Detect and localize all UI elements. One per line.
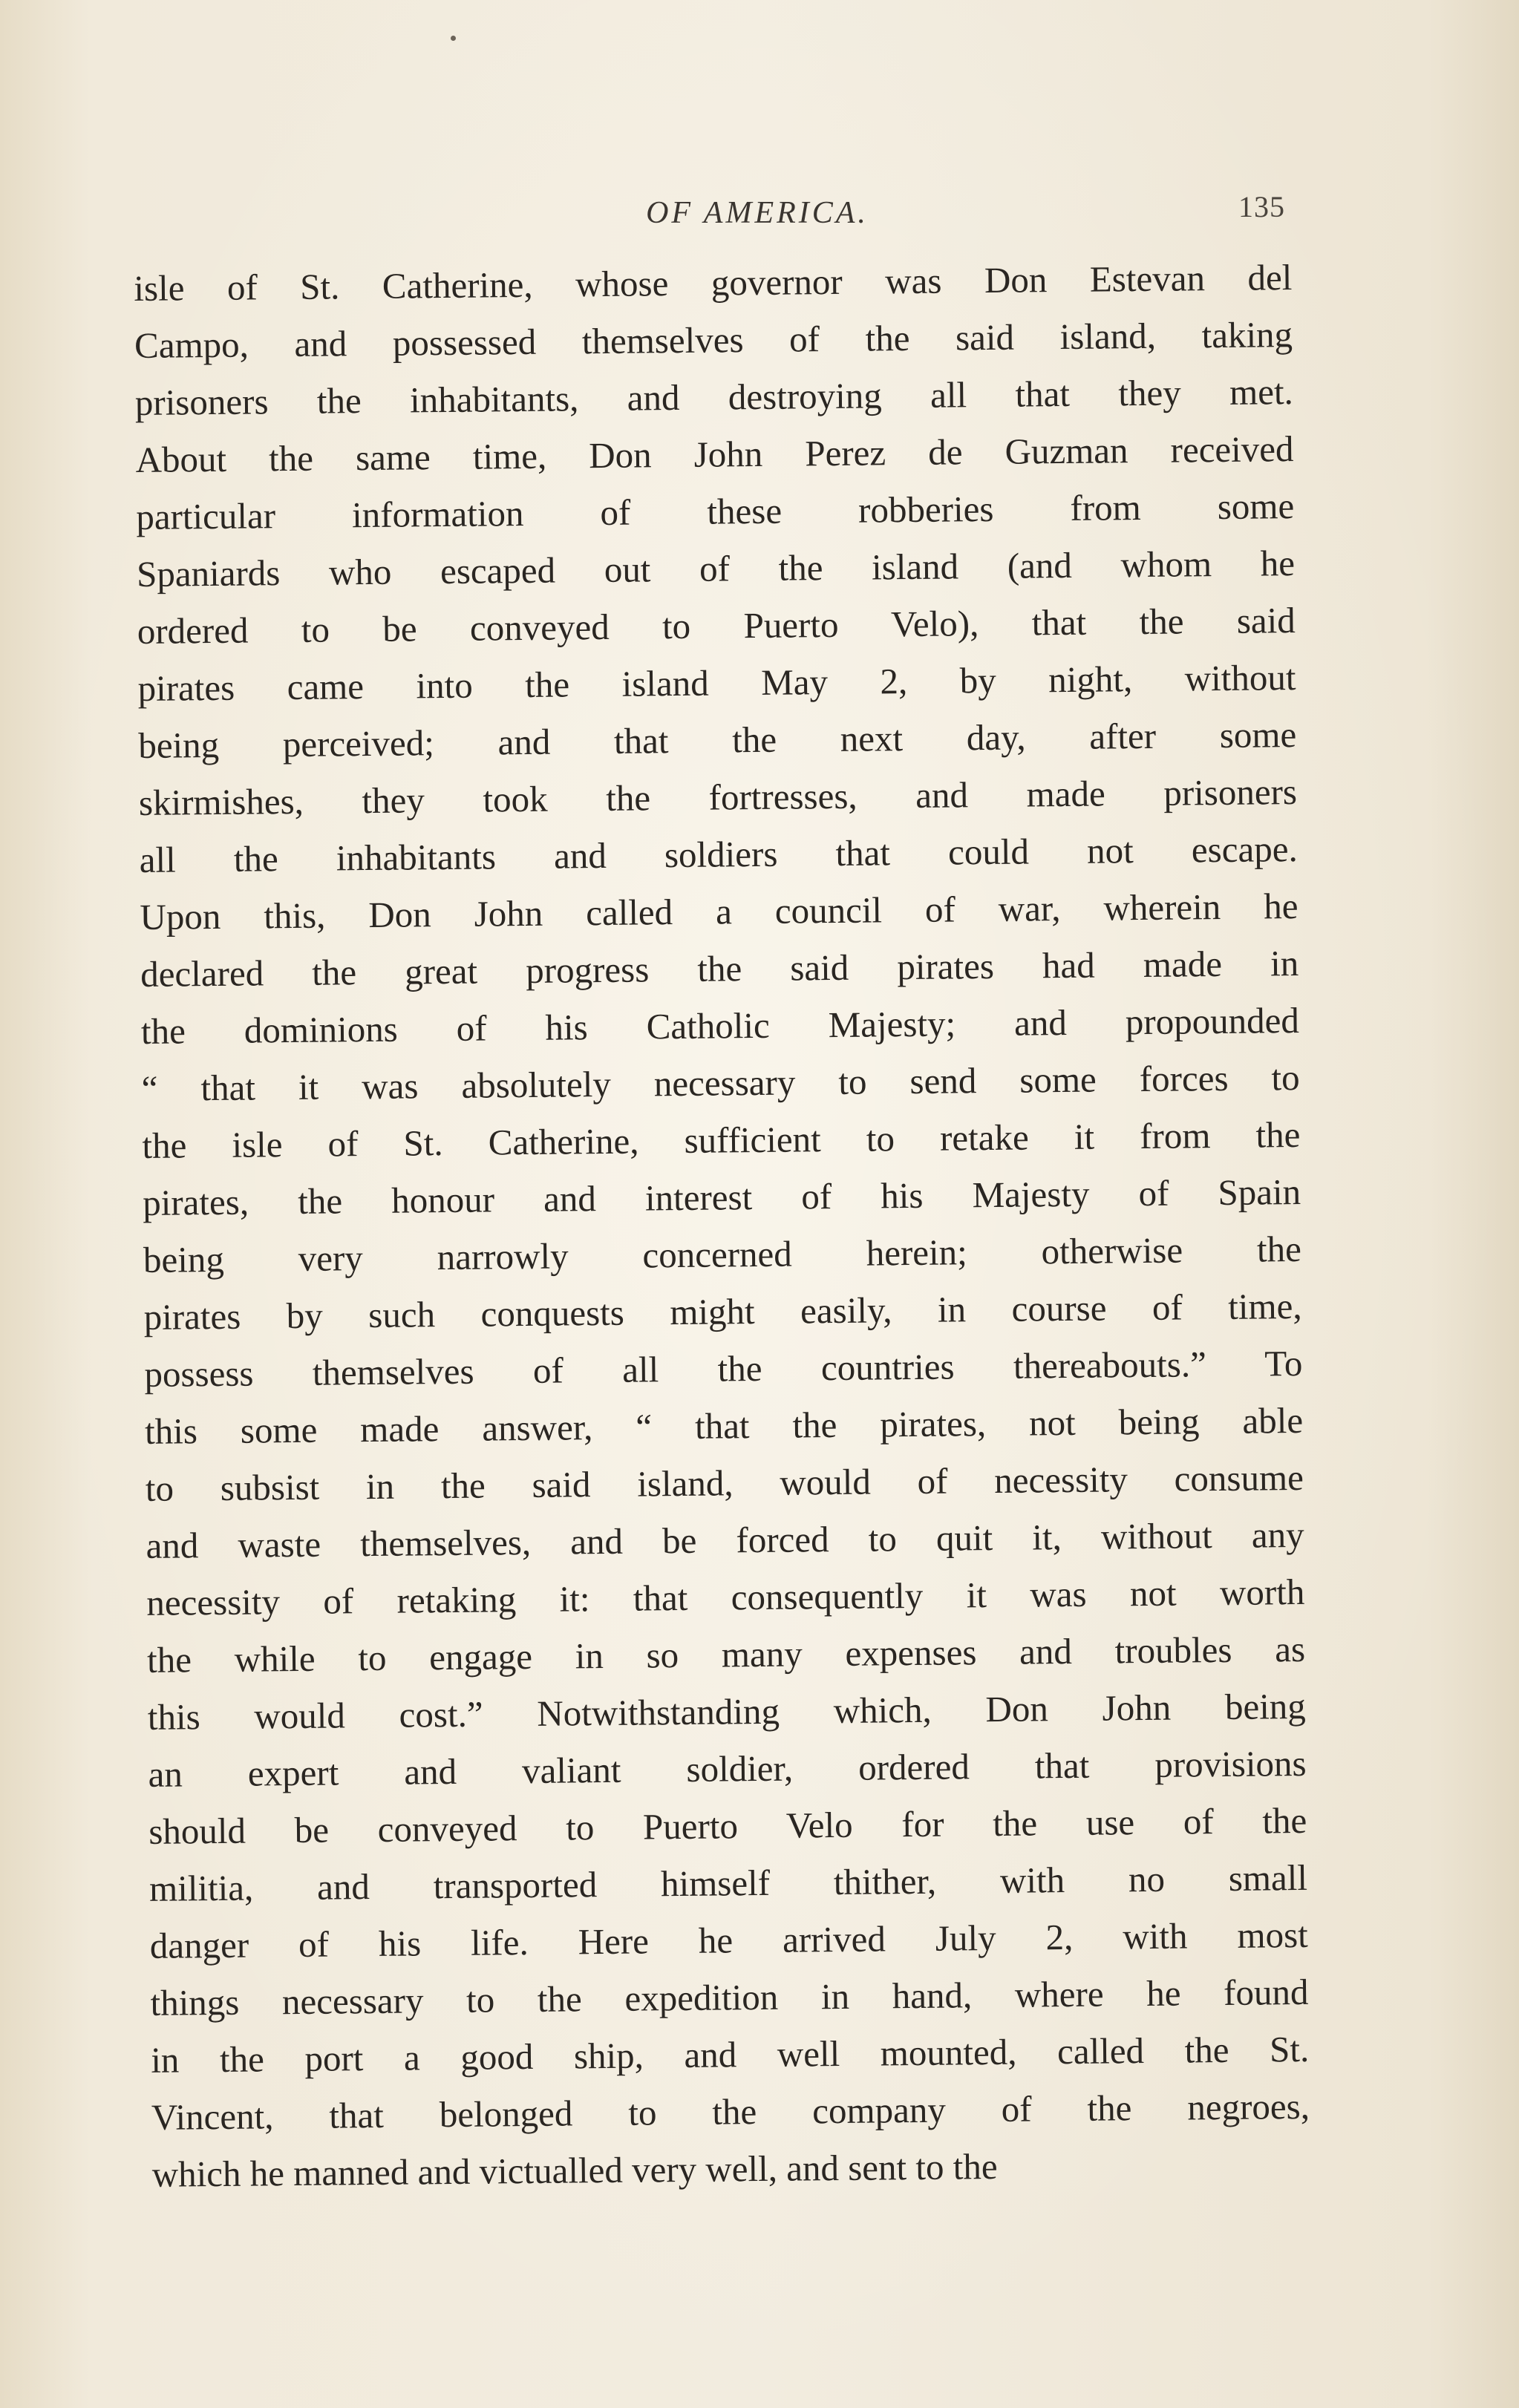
text-line: prisoners the inhabitants, and destroying all that they met. [134, 371, 1294, 423]
text-line: this some made answer, “ that the pirates, not being able [144, 1399, 1304, 1452]
text-line: possess themselves of all the countries thereabouts.” To [144, 1342, 1303, 1395]
text-line: the isle of St. Catherine, sufficient to retake it from the [142, 1113, 1301, 1166]
page-number: 135 [1238, 190, 1285, 223]
text-line: pirates, the honour and interest of his Majesty of Spain [142, 1171, 1301, 1223]
text-line: an expert and valiant soldier, ordered that provisions [148, 1742, 1307, 1795]
text-line: Campo, and possessed themselves of the said island, taking [134, 314, 1293, 366]
text-line: which he manned and victualled very well, and sent to the [151, 2145, 998, 2195]
running-title: OF AMERICA. [646, 196, 869, 230]
text-line: pirates by such conquests might easily, in course of time, [143, 1285, 1302, 1338]
text-line: pirates came into the island May 2, by night, without [137, 656, 1296, 709]
text-line: isle of St. Catherine, whose governor was Don Estevan del [134, 257, 1293, 309]
text-line: “ that it was absolutely necessary to send some forces to [141, 1056, 1300, 1109]
text-line: Spaniards who escaped out of the island (and whom he [136, 543, 1296, 595]
text-line: in the port a good ship, and well mounted, called the St. [151, 2028, 1310, 2081]
text-line: things necessary to the expedition in hand, where he found [150, 1971, 1309, 2023]
text-line: and waste themselves, and be forced to quit it, without any [146, 1514, 1304, 1566]
text-line: to subsist in the said island, would of necessity consume [145, 1456, 1304, 1509]
text-line: declared the great progress the said pirates had made in [140, 942, 1299, 995]
text-line: being perceived; and that the next day, after some [138, 713, 1297, 766]
text-line: all the inhabitants and soldiers that could not escape. [139, 828, 1298, 880]
text-line: Vincent, that belonged to the company of the negroes, [151, 2085, 1310, 2138]
text-line: About the same time, Don John Perez de Guzman received [135, 428, 1294, 480]
text-line: being very narrowly concerned herein; otherwise the [143, 1228, 1302, 1280]
text-line: should be conveyed to Puerto Velo for the use of the [148, 1799, 1307, 1852]
text-line: the dominions of his Catholic Majesty; and propounded [140, 999, 1300, 1052]
text-line: ordered to be conveyed to Puerto Velo), that the said [137, 600, 1296, 652]
text-line: skirmishes, they took the fortresses, and made prisoners [138, 771, 1298, 823]
text-line: this would cost.” Notwithstanding which, Don John being [147, 1685, 1307, 1738]
text-line: particular information of these robberies from some [136, 485, 1295, 537]
running-head [0, 189, 1519, 241]
ink-speck [451, 36, 456, 41]
text-line: necessity of retaking it: that consequently it was not worth [146, 1571, 1305, 1623]
body-text [134, 249, 1310, 2203]
text-line: Upon this, Don John called a council of war, wherein he [140, 885, 1298, 938]
text-line: the while to engage in so many expenses and troubles as [146, 1628, 1306, 1681]
text-line: danger of his life. Here he arrived July 2, with most [149, 1914, 1308, 1966]
text-line: militia, and transported himself thither, with no small [148, 1856, 1308, 1909]
